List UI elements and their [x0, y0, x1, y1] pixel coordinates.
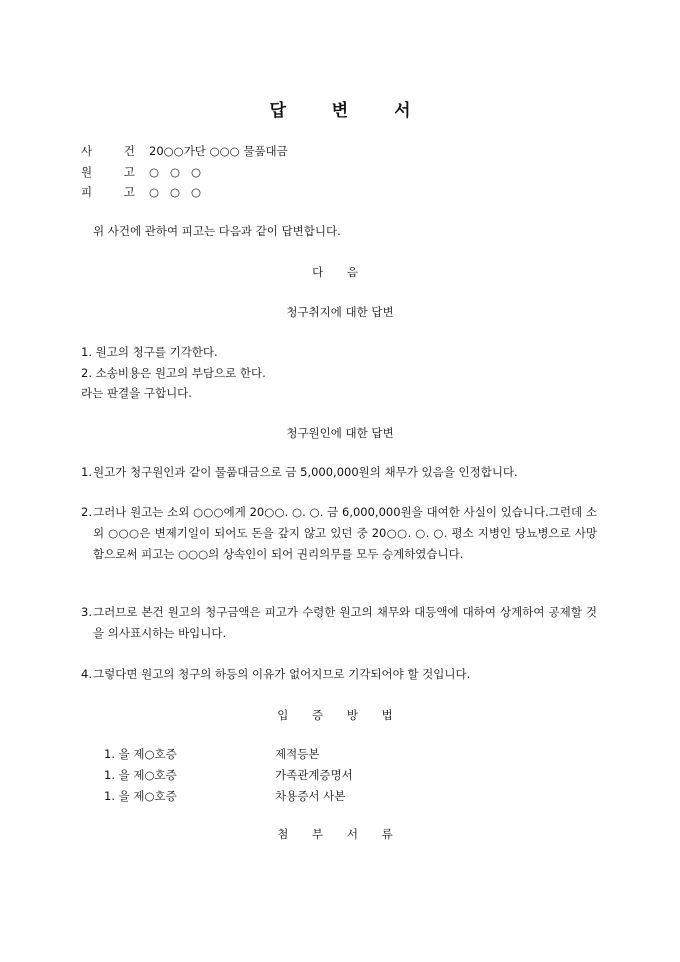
claim-cause-item-3: [81, 602, 597, 644]
item-text: 그렇다면 원고의 청구의 하등의 이유가 없어지므로 기각되어야 할 것입니다.: [93, 667, 471, 681]
item-number: 3.: [81, 605, 92, 619]
intro-sentence: 위 사건에 관하여 피고는 다음과 같이 답변합니다.: [93, 224, 341, 238]
evidence-ref-1: 1. 을 제○호증: [104, 747, 177, 761]
case-value: 20○○가단 ○○○ 물품대금: [149, 144, 288, 158]
claim-purpose-line-2: 2. 소송비용은 원고의 부담으로 한다.: [81, 366, 266, 380]
claim-purpose-line-1: 1. 원고의 청구를 기각한다.: [81, 345, 218, 359]
evidence-desc-2: 가족관계증명서: [275, 768, 353, 782]
claim-cause-heading: 청구원인에 대한 답변: [286, 426, 394, 440]
case-label: 사 건: [81, 144, 149, 158]
plaintiff-label: 원 고: [81, 165, 149, 179]
item-text: 그러나 원고는 소외 ○○○에게 20○○. ○. ○. 금 6,000,000원을 대여한 사실이 있습니다.그런데 소외 ○○○은 변제기일이 되어도 돈을 갚지 않고 있던 중 20○○. ○. ○. 평소 지병인 당뇨병으로 사망함으로써 피고는 ○○○의 상속인이 되어 권리의무를 모두 승계하였습니다.: [93, 505, 597, 561]
item-number: 4.: [81, 667, 92, 681]
evidence-desc-3: 차용증서 사본: [275, 789, 346, 803]
attachments-heading: 첨 부 서 류: [277, 827, 403, 841]
item-number: 1.: [81, 465, 92, 479]
document-title: 답 변 서: [269, 101, 431, 121]
claim-cause-item-2: [81, 502, 597, 565]
claim-cause-item-4: [81, 664, 597, 685]
item-number: 2.: [81, 505, 92, 519]
plaintiff-value: ○ ○ ○: [149, 165, 202, 179]
defendant-value: ○ ○ ○: [149, 185, 202, 199]
evidence-ref-2: 1. 을 제○호증: [104, 768, 177, 782]
claim-cause-item-1: [81, 462, 597, 483]
daeum-heading: 다 음: [312, 265, 368, 279]
item-text: 그러므로 본건 원고의 청구금액은 피고가 수령한 원고의 채무와 대등액에 대하여 상계하여 공제할 것을 의사표시하는 바입니다.: [93, 605, 597, 640]
evidence-ref-3: 1. 을 제○호증: [104, 789, 177, 803]
item-text: 원고가 청구원인과 같이 물품대금으로 금 5,000,000원의 채무가 있음을 인정합니다.: [93, 465, 518, 479]
defendant-label: 피 고: [81, 185, 149, 199]
claim-purpose-line-3: 라는 판결을 구합니다.: [81, 386, 192, 400]
claim-purpose-heading: 청구취지에 대한 답변: [286, 305, 394, 319]
evidence-heading: 입 증 방 법: [277, 708, 403, 722]
evidence-desc-1: 제적등본: [275, 747, 320, 761]
